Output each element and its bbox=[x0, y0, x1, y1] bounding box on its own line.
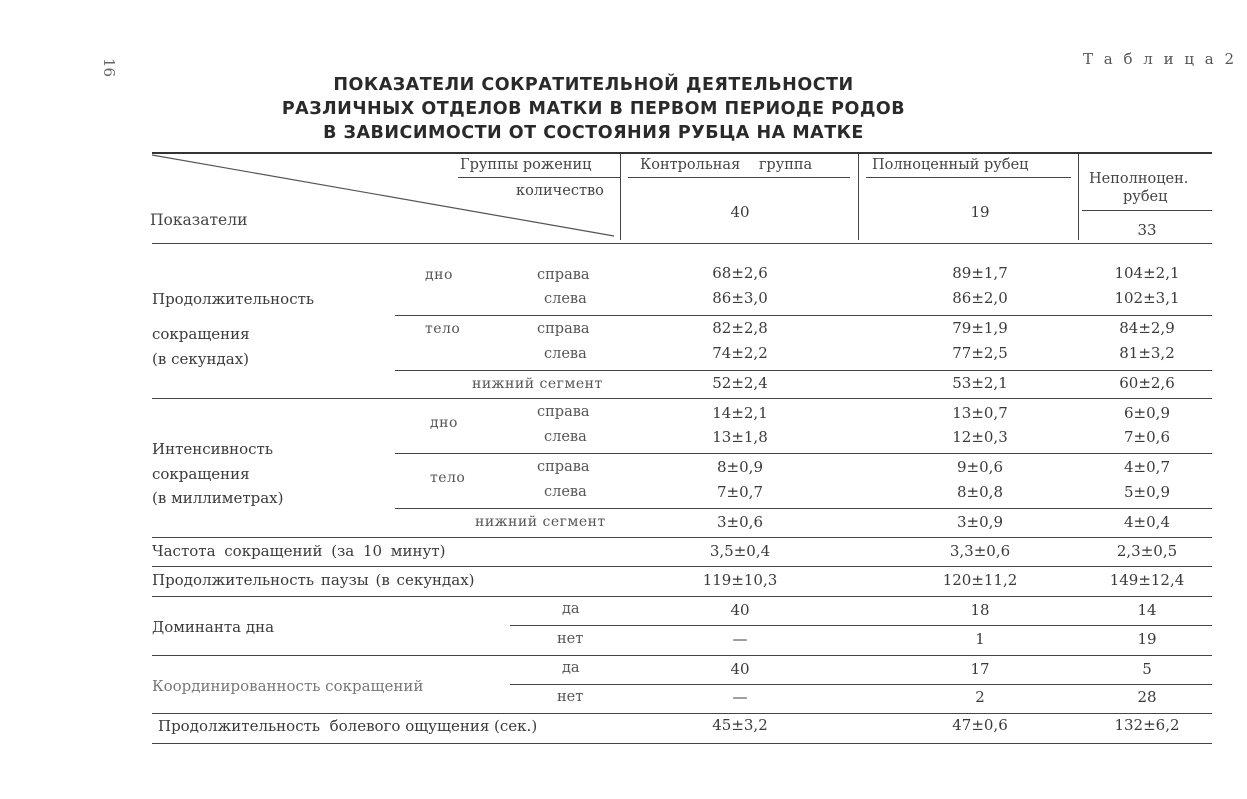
table-number: Т а б л и ц а 2 bbox=[1083, 50, 1238, 68]
duration-fundus-right: справа bbox=[537, 267, 590, 283]
intensity-bottom-rule bbox=[152, 537, 1212, 538]
intensity-value: 4±0,7 bbox=[1124, 458, 1170, 476]
table-title-line-1: ПОКАЗАТЕЛИ СОКРАТИТЕЛЬНОЙ ДЕЯТЕЛЬНОСТИ bbox=[333, 75, 854, 95]
col1-count: 40 bbox=[730, 203, 750, 221]
dominance-no-label: нет bbox=[557, 631, 584, 647]
dominance-yes-value: 18 bbox=[970, 601, 990, 619]
intensity-label-line-3: (в миллиметрах) bbox=[152, 489, 284, 507]
pause-value: 119±10,3 bbox=[702, 571, 778, 589]
duration-rule-1 bbox=[395, 315, 1212, 316]
intensity-value: 14±2,1 bbox=[712, 404, 768, 422]
intensity-rule-1 bbox=[395, 453, 1212, 454]
duration-value: 81±3,2 bbox=[1119, 344, 1175, 362]
header-col1-underline bbox=[628, 177, 850, 178]
table-title-line-3: В ЗАВИСИМОСТИ ОТ СОСТОЯНИЯ РУБЦА НА МАТКЕ bbox=[323, 123, 864, 143]
dominance-label: Доминанта дна bbox=[152, 618, 275, 636]
dominance-mid-rule bbox=[510, 625, 1212, 626]
col1-header: Контрольная группа bbox=[640, 157, 813, 173]
duration-value: 74±2,2 bbox=[712, 344, 768, 362]
frequency-value: 3,5±0,4 bbox=[709, 542, 771, 560]
intensity-rule-2 bbox=[395, 508, 1212, 509]
dominance-no-value: 1 bbox=[975, 630, 985, 648]
intensity-value: 3±0,9 bbox=[957, 513, 1003, 531]
coordination-no-value: — bbox=[732, 688, 748, 706]
header-divider-2 bbox=[858, 154, 859, 240]
intensity-value: 8±0,8 bbox=[957, 483, 1003, 501]
coordination-no-label: нет bbox=[557, 689, 584, 705]
coordination-yes-value: 5 bbox=[1142, 660, 1152, 678]
duration-value: 89±1,7 bbox=[952, 264, 1008, 282]
groups-label: Группы рожениц bbox=[460, 157, 592, 173]
duration-value: 86±3,0 bbox=[712, 289, 768, 307]
intensity-fundus-left: слева bbox=[544, 429, 587, 445]
dominance-yes-value: 40 bbox=[730, 601, 750, 619]
intensity-body-left: слева bbox=[544, 484, 587, 500]
pain-value: 132±6,2 bbox=[1114, 716, 1180, 734]
duration-fundus-left: слева bbox=[544, 291, 587, 307]
coordination-label: Координированность сокращений bbox=[152, 677, 424, 695]
indicators-label: Показатели bbox=[150, 211, 248, 229]
duration-value: 60±2,6 bbox=[1119, 374, 1175, 392]
col3-header-line-1: Неполноцен. bbox=[1089, 171, 1189, 187]
duration-label-line-1: Продолжительность bbox=[152, 290, 315, 308]
header-divider-1 bbox=[620, 154, 621, 240]
col2-count: 19 bbox=[970, 203, 990, 221]
intensity-value: 7±0,6 bbox=[1124, 428, 1170, 446]
duration-label-line-2: сокращения bbox=[152, 325, 250, 343]
col3-header-line-2: рубец bbox=[1123, 189, 1168, 205]
intensity-value: 7±0,7 bbox=[717, 483, 763, 501]
intensity-value: 9±0,6 bbox=[957, 458, 1003, 476]
table-bottom-rule bbox=[152, 743, 1212, 744]
frequency-value: 2,3±0,5 bbox=[1116, 542, 1178, 560]
frequency-bottom-rule bbox=[152, 566, 1212, 567]
frequency-label: Частота сокращений (за 10 минут) bbox=[152, 542, 446, 560]
table-title-line-2: РАЗЛИЧНЫХ ОТДЕЛОВ МАТКИ В ПЕРВОМ ПЕРИОДЕ РОДОВ bbox=[281, 99, 906, 119]
frequency-value: 3,3±0,6 bbox=[949, 542, 1011, 560]
coordination-yes-value: 40 bbox=[730, 660, 750, 678]
duration-body-right: справа bbox=[537, 321, 590, 337]
dominance-yes-value: 14 bbox=[1137, 601, 1157, 619]
duration-value: 86±2,0 bbox=[952, 289, 1008, 307]
pain-label: Продолжительность болевого ощущения (сек.) bbox=[158, 717, 538, 735]
intensity-value: 13±0,7 bbox=[952, 404, 1008, 422]
duration-value: 53±2,1 bbox=[952, 374, 1008, 392]
pain-value: 45±3,2 bbox=[712, 716, 768, 734]
duration-lower-segment: нижний сегмент bbox=[472, 376, 603, 392]
duration-value: 82±2,8 bbox=[712, 319, 768, 337]
duration-value: 84±2,9 bbox=[1119, 319, 1175, 337]
coordination-yes-label: да bbox=[562, 660, 580, 676]
count-label: количество bbox=[516, 183, 604, 199]
duration-body-left: слева bbox=[544, 346, 587, 362]
header-col3-underline bbox=[1082, 210, 1212, 211]
coordination-mid-rule bbox=[510, 684, 1212, 685]
duration-value: 104±2,1 bbox=[1114, 264, 1180, 282]
intensity-value: 12±0,3 bbox=[952, 428, 1008, 446]
intensity-body: тело bbox=[430, 470, 466, 486]
duration-value: 52±2,4 bbox=[712, 374, 768, 392]
intensity-fundus: дно bbox=[430, 415, 458, 431]
dominance-yes-label: да bbox=[562, 601, 580, 617]
intensity-value: 13±1,8 bbox=[712, 428, 768, 446]
header-groups-underline bbox=[458, 177, 620, 178]
dominance-no-value: 19 bbox=[1137, 630, 1157, 648]
coordination-bottom-rule bbox=[152, 713, 1212, 714]
header-bottom-rule bbox=[152, 243, 1212, 244]
intensity-fundus-right: справа bbox=[537, 404, 590, 420]
pain-value: 47±0,6 bbox=[952, 716, 1008, 734]
pause-label: Продолжительность паузы (в секундах) bbox=[152, 571, 475, 589]
page-number: 16 bbox=[100, 58, 118, 78]
pause-value: 149±12,4 bbox=[1109, 571, 1185, 589]
duration-value: 102±3,1 bbox=[1114, 289, 1180, 307]
pause-bottom-rule bbox=[152, 596, 1212, 597]
pause-value: 120±11,2 bbox=[942, 571, 1018, 589]
coordination-no-value: 28 bbox=[1137, 688, 1157, 706]
intensity-value: 3±0,6 bbox=[717, 513, 763, 531]
duration-rule-2 bbox=[395, 370, 1212, 371]
coordination-yes-value: 17 bbox=[970, 660, 990, 678]
duration-value: 68±2,6 bbox=[712, 264, 768, 282]
col3-count: 33 bbox=[1137, 221, 1157, 239]
intensity-value: 5±0,9 bbox=[1124, 483, 1170, 501]
col2-header: Полноценный рубец bbox=[872, 157, 1029, 173]
dominance-no-value: — bbox=[732, 630, 748, 648]
header-col2-underline bbox=[866, 177, 1071, 178]
duration-value: 77±2,5 bbox=[952, 344, 1008, 362]
duration-fundus: дно bbox=[425, 267, 453, 283]
duration-body: тело bbox=[425, 321, 461, 337]
duration-value: 79±1,9 bbox=[952, 319, 1008, 337]
intensity-label-line-1: Интенсивность bbox=[152, 440, 273, 458]
intensity-label-line-2: сокращения bbox=[152, 465, 250, 483]
duration-label-line-3: (в секундах) bbox=[152, 350, 250, 368]
intensity-body-right: справа bbox=[537, 459, 590, 475]
duration-bottom-rule bbox=[152, 398, 1212, 399]
header-divider-3 bbox=[1078, 154, 1079, 240]
intensity-value: 8±0,9 bbox=[717, 458, 763, 476]
intensity-value: 6±0,9 bbox=[1124, 404, 1170, 422]
coordination-no-value: 2 bbox=[975, 688, 985, 706]
intensity-lower-segment: нижний сегмент bbox=[475, 514, 606, 530]
intensity-value: 4±0,4 bbox=[1124, 513, 1170, 531]
dominance-bottom-rule bbox=[152, 655, 1212, 656]
